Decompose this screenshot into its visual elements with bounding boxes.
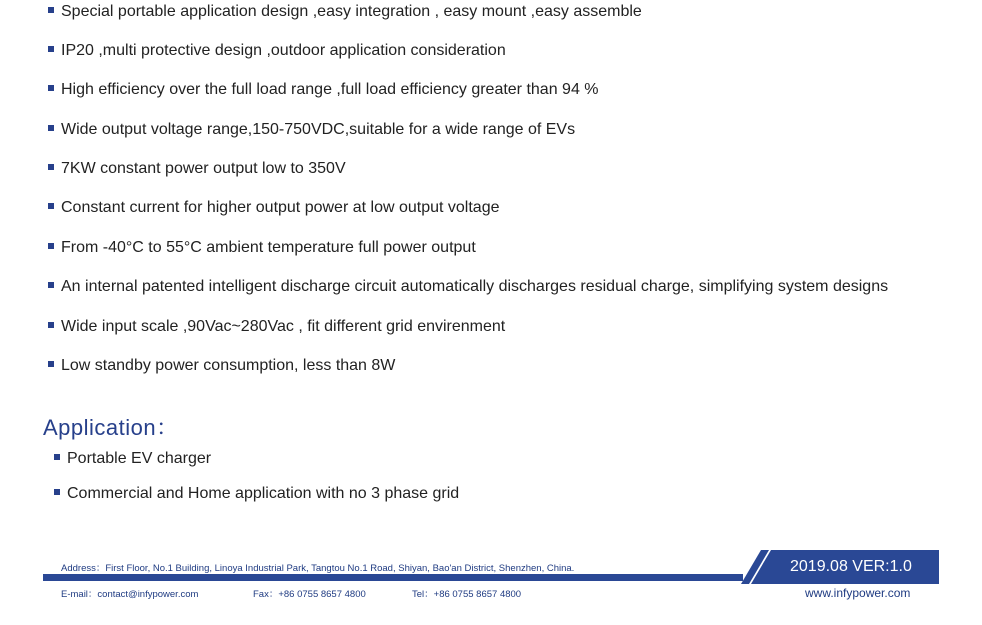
bullet-icon: [48, 164, 54, 170]
bullet-icon: [48, 125, 54, 131]
bullet-icon: [48, 7, 54, 13]
application-text: Commercial and Home application with no 3 phase grid: [67, 485, 460, 502]
feature-text: From -40°C to 55°C ambient temperature full power output: [61, 239, 476, 256]
feature-text: An internal patented intelligent discharge circuit automatically discharges residual charge, simplifying system designs: [61, 278, 889, 295]
feature-text: Low standby power consumption, less than 8W: [61, 357, 396, 374]
feature-item: [48, 80, 599, 100]
application-item: [54, 449, 211, 469]
application-text: Portable EV charger: [67, 450, 212, 467]
feature-item: [48, 159, 346, 179]
bullet-icon: [48, 243, 54, 249]
bullet-icon: [54, 454, 60, 460]
feature-item: [48, 41, 506, 61]
feature-text: High efficiency over the full load range ,full load efficiency greater than 94 %: [61, 81, 599, 98]
bullet-icon: [54, 489, 60, 495]
bullet-icon: [48, 361, 54, 367]
feature-item: [48, 2, 642, 22]
feature-item: [48, 238, 476, 258]
application-heading: Application：: [43, 415, 179, 440]
feature-text: IP20 ,multi protective design ,outdoor application consideration: [61, 42, 506, 59]
footer-email: E-mail：contact@infypower.com: [61, 589, 199, 600]
feature-item: [48, 356, 395, 376]
feature-text: Wide input scale ,90Vac~280Vac , fit different grid envirenment: [61, 318, 506, 335]
feature-text: Wide output voltage range,150-750VDC,suitable for a wide range of EVs: [61, 121, 576, 138]
footer-tel: Tel：+86 0755 8657 4800: [412, 589, 522, 600]
feature-item: [48, 120, 575, 140]
feature-item: [48, 317, 505, 337]
footer-divider-bar: [43, 574, 743, 581]
feature-text: Special portable application design ,easy integration , easy mount ,easy assemble: [61, 3, 642, 20]
footer-fax: Fax：+86 0755 8657 4800: [253, 589, 366, 600]
feature-text: 7KW constant power output low to 350V: [61, 160, 346, 177]
bullet-icon: [48, 282, 54, 288]
feature-item: [48, 277, 888, 297]
bullet-icon: [48, 85, 54, 91]
bullet-icon: [48, 203, 54, 209]
application-item: [54, 484, 459, 504]
feature-item: [48, 198, 499, 218]
footer-address: Address：First Floor, No.1 Building, Linoya Industrial Park, Tangtou No.1 Road, Shiyan, Bao'an District, Shenzhen, China.: [61, 563, 575, 574]
bullet-icon: [48, 46, 54, 52]
footer-website: www.infypower.com: [805, 586, 911, 600]
version-label: 2019.08 VER:1.0: [790, 558, 912, 575]
feature-text: Constant current for higher output power at low output voltage: [61, 199, 500, 216]
bullet-icon: [48, 322, 54, 328]
